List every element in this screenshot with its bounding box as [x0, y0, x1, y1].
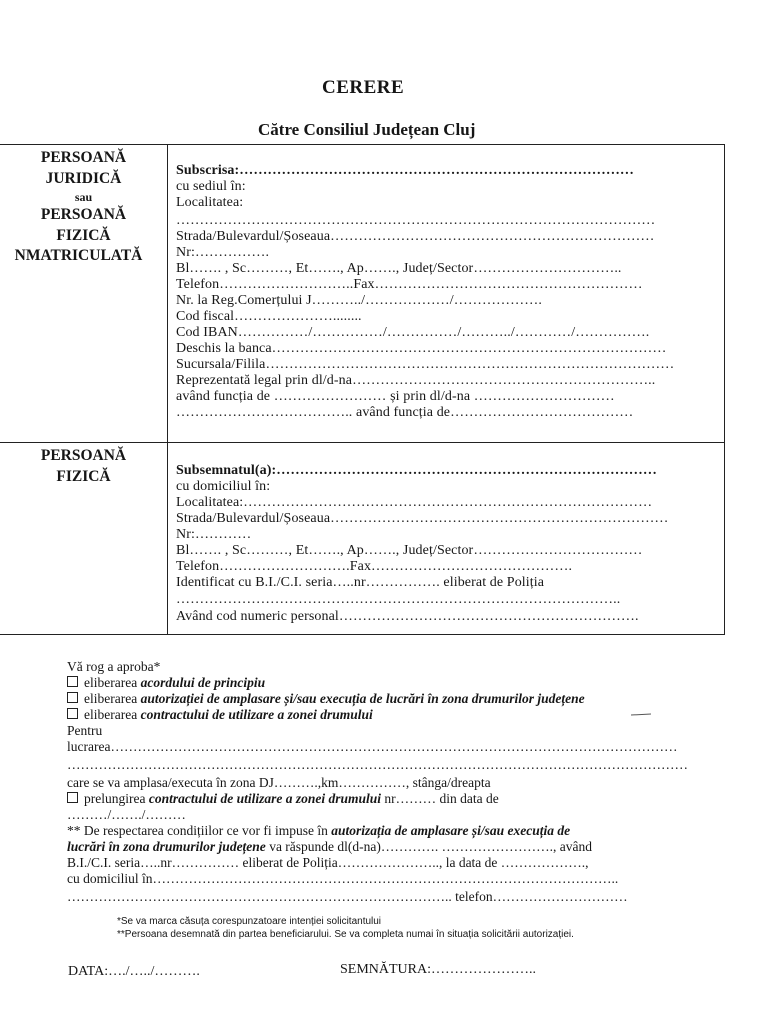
field-subsemnatul[interactable]: Subsemnatul(a):………………………………………………………………………: [176, 463, 657, 478]
field-lucrarea[interactable]: lucrarea………………………………………………………………………………………………………………: [67, 739, 678, 754]
checkbox[interactable]: [67, 676, 78, 687]
field-bloc[interactable]: Bl……. , Sc………, Et……., Ap……., Județ/Sector…………………………..: [176, 261, 622, 276]
request-intro: Vă rog a aproba*: [67, 659, 161, 674]
field-cnp[interactable]: Având cod numeric personal……………………………………………………….: [176, 609, 639, 624]
field-nr[interactable]: Nr:…………….: [176, 245, 270, 260]
field-telefon-fax[interactable]: Telefon………………………..Fax…………………………………………………: [176, 277, 643, 292]
commitment-line-5[interactable]: ………………………………………………………………………….. telefon…………………………: [67, 889, 628, 904]
category-line: PERSOANĂ: [40, 447, 127, 464]
field-functie-2[interactable]: ……………………………….. având funcția de…………………………………: [176, 405, 634, 420]
commitment-line-1: ** De respectarea condițiilor ce vor fi impuse în autorizația de amplasare și/sau execuția de: [67, 823, 571, 838]
table-row-divider: [0, 442, 725, 443]
option-contract: eliberarea contractului de utilizare a zonei drumului: [67, 707, 727, 723]
category-line: JURIDICĂ: [45, 169, 122, 187]
field-buletin[interactable]: Identificat cu B.I./C.I. seria…..nr……………. eliberat de Poliția: [176, 575, 545, 590]
footnote-2: **Persoana desemnată din partea beneficiarului. Se va completa numai în situația solicitării autorizației.: [117, 929, 574, 940]
category-line: NMATRICULATĂ: [14, 247, 143, 264]
field-sediu: cu sediul în:: [176, 179, 246, 194]
field-sucursala[interactable]: Sucursala/Filila……………………………………………………………………………: [176, 357, 675, 372]
field-location[interactable]: care se va amplasa/executa în zona DJ……….,km……………, stânga/dreapta: [67, 775, 491, 790]
checkbox[interactable]: [67, 692, 78, 703]
addressee-line: Către Consiliul Județean Cluj: [258, 120, 476, 139]
pentru-label: Pentru: [67, 723, 103, 738]
field-localitatea[interactable]: Localitatea:……………………………………………………………………………: [176, 495, 653, 510]
option-autorizatie: eliberarea autorizației de amplasare și/sau execuția de lucrări în zona drumurilor județene: [67, 691, 727, 707]
field-strada[interactable]: Strada/Bulevardul/Șoseaua………………………………………………………………: [176, 511, 669, 526]
field-reg-comertului[interactable]: Nr. la Reg.Comerțului J………../………………/……………….: [176, 293, 542, 308]
commitment-line-3[interactable]: B.I./C.I. seria…..nr…………… eliberat de Poliția………………….., la data de ……………….,: [67, 855, 589, 870]
field-localitatea[interactable]: Localitatea:: [176, 195, 244, 210]
checkbox[interactable]: [67, 792, 78, 803]
category-fizica: [0, 446, 167, 487]
category-line: sau: [74, 190, 93, 204]
field-functie[interactable]: având funcția de …………………… și prin dl/d-na …………………………: [176, 389, 615, 404]
table-column-divider: [167, 144, 168, 635]
field-localitatea-cont[interactable]: …………………………………………………………………………………………: [176, 213, 656, 228]
category-line: PERSOANĂ: [40, 206, 127, 223]
field-lucrarea-cont[interactable]: …………………………………………………………………………………………………………………………: [67, 757, 688, 772]
field-buletin-cont[interactable]: …………………………………………………………………………………..: [176, 592, 621, 607]
request-section: [67, 659, 727, 905]
date-field[interactable]: DATA:…./…../……….: [68, 964, 200, 979]
category-line: FIZICĂ: [56, 226, 111, 244]
field-bloc[interactable]: Bl……. , Sc………, Et……., Ap……., Județ/Sector………………………………: [176, 543, 643, 558]
category-line: PERSOANĂ: [40, 149, 127, 166]
field-date[interactable]: ………/……./………: [67, 807, 186, 822]
checkbox[interactable]: [67, 708, 78, 719]
signature-field[interactable]: SEMNĂTURA:…………………..: [340, 962, 537, 977]
field-strada[interactable]: Strada/Bulevardul/Șoseaua……………………………………………………………: [176, 229, 655, 244]
fizica-fields: [176, 463, 721, 625]
category-juridica: [0, 148, 167, 267]
field-banca[interactable]: Deschis la banca…………………………………………………………………………: [176, 341, 667, 356]
field-reprezentant[interactable]: Reprezentată legal prin dl/d-na………………………………………………………..: [176, 373, 656, 388]
commitment-line-2: lucrări în zona drumurilor județene va răspunde dl(d-na)…………. ……………………., având: [67, 839, 593, 854]
juridica-fields: [176, 163, 721, 421]
option-prelungire: prelungirea contractului de utilizare a zonei drumului nr……… din data de: [67, 791, 727, 807]
field-cod-fiscal[interactable]: Cod fiscal…………………........: [176, 309, 362, 324]
document-title: CERERE: [322, 77, 405, 98]
field-nr[interactable]: Nr:…………: [176, 527, 252, 542]
option-acord: eliberarea acordului de principiu: [67, 675, 727, 691]
field-domiciliu: cu domiciliul în:: [176, 479, 271, 494]
commitment-line-4[interactable]: cu domiciliul în…………………………………………………………………………………………..: [67, 871, 619, 886]
field-telefon-fax[interactable]: Telefon……………………….Fax…………………………………….: [176, 559, 573, 574]
category-line: FIZICĂ: [56, 467, 111, 485]
footnote-1: *Se va marca căsuța corespunzatoare intenției solicitantului: [117, 916, 382, 927]
field-subscrisa[interactable]: Subscrisa:…………………………………………………………………………: [176, 163, 635, 178]
field-cod-iban[interactable]: Cod IBAN……………/……………/……………/………../…………/…………….: [176, 325, 650, 340]
